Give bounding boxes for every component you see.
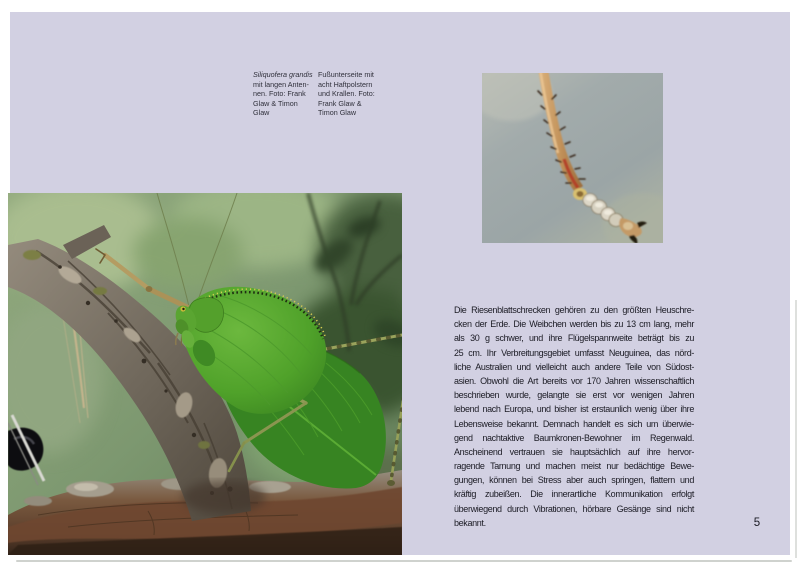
scan-edge-shadow-right: [795, 300, 797, 558]
scan-edge-shadow-bottom: [16, 560, 792, 562]
text-line: Die Riesenblattschrecken gehören zu den größten Heuschre-: [454, 305, 694, 315]
text-line: beschrieben wurde, gelangte sie erst vor wenigen Jahren: [454, 390, 694, 401]
text-line: überwiegend durch Vibrationen, hörbare Gesänge sind nicht: [454, 503, 694, 514]
text-line: gungen, können bei Stress aber auch springen, flattern und: [454, 475, 694, 486]
text-line: ragende Tarnung und machen meist nur bedächtige Bewe-: [454, 461, 694, 472]
text-line: Glaw & Timon: [253, 98, 298, 108]
body-text: [454, 303, 694, 530]
text-line: Anscheinend vertrauen sie hauptsächlich auf ihre hervor-: [454, 446, 694, 457]
text-line: Timon Glaw: [318, 108, 357, 118]
text-line: bekannt.: [454, 517, 486, 528]
text-line: gend nachtaktive Baumkronen-Bewohner im Regenwald.: [454, 432, 694, 443]
foot-photo-art: [482, 73, 663, 243]
main-photo-katydid: [8, 193, 402, 555]
katydid-photo-art: [8, 193, 402, 555]
photo-caption-species: [253, 70, 315, 118]
text-line: liche Australien und vielleicht auch andere Teile von Südost-: [454, 361, 694, 372]
text-line: als 30 g schwer, und ihre Flügelspannweite beträgt bis zu: [454, 333, 694, 344]
species-name: Siliquofera grandis: [253, 70, 313, 79]
text-line: 25 cm. Ihr Verbreitungsgebiet umfasst Neuguinea, das nörd-: [454, 347, 694, 358]
page-number: 5: [753, 517, 761, 529]
text-line: kräftig zubeißen. Die innerartliche Kommunikation erfolgt: [454, 489, 694, 500]
text-line: lebend nach Europa, und bisher ist erstaunlich wenig über ihre: [454, 404, 694, 415]
text-line: mit langen Anten-: [253, 79, 309, 89]
text-line: und Krallen. Foto:: [318, 89, 375, 99]
text-line: Frank Glaw &: [318, 98, 362, 108]
text-line: acht Haftpolstern: [318, 79, 373, 89]
text-line: cken der Erde. Die Weibchen werden bis zu 13 cm lang, mehr: [454, 319, 694, 330]
caption-left-lines: [253, 80, 315, 118]
text-line: Glaw: [253, 108, 270, 118]
text-line: Lebensweise bekannt. Demnach handelt es sich um überwie-: [454, 418, 694, 429]
text-line: asien. Obwohl die Art bereits vor 170 Jahren wissenschaftlich: [454, 375, 694, 386]
caption-right-lines: [318, 70, 384, 118]
text-line: Fußunterseite mit: [318, 70, 374, 79]
text-line: nen. Foto: Frank: [253, 89, 306, 99]
detail-photo-foot: [482, 73, 663, 243]
photo-caption-foot: [318, 70, 384, 118]
